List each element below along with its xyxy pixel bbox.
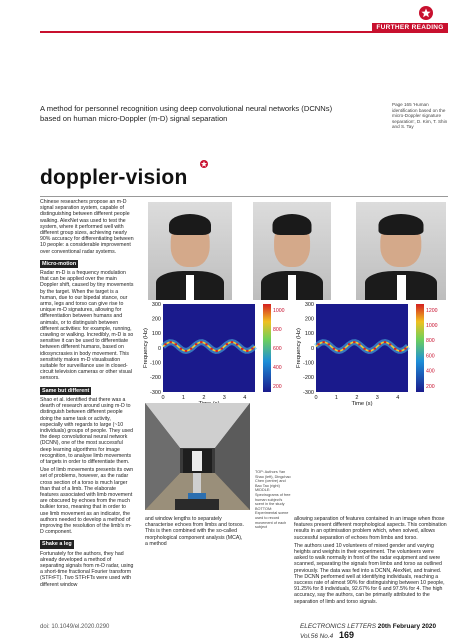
colorbar-tick-label: 1200 <box>426 307 438 314</box>
signal-peak <box>338 350 340 352</box>
colorbar-tick-label: 800 <box>426 338 435 345</box>
x-tick-label: 4 <box>396 395 400 401</box>
article-subtitle: A method for personnel recognition using deep convolutional neural networks (DCNNs) based on human micro-Doppler (m-D) signal separation <box>40 104 333 123</box>
spectrogram-right <box>296 300 448 408</box>
page-number: 169 <box>338 630 354 640</box>
signal-peak <box>169 341 171 343</box>
footer-journal <box>300 623 455 640</box>
x-tick-label: 1 <box>181 395 185 401</box>
signal-peak <box>210 348 212 350</box>
signal-peak <box>363 348 365 350</box>
signal-peak <box>215 350 217 352</box>
signal-peak <box>175 343 177 345</box>
spectrogram-left <box>143 300 291 408</box>
colorbar-tick-label: 1000 <box>426 323 438 329</box>
signal-peak <box>358 343 360 345</box>
title-rule <box>40 196 448 197</box>
body-paragraph: allowing separation of features contained in an image when those features present different morphological aspects. This combination results in an optimisation problem which, when solved, allows successful separation of echoes from limbs and torso. <box>294 516 447 541</box>
body-paragraph: The authors used 10 volunteers of mixed gender and varying heights and weights in their experiment. The volunteers were asked to walk normally in front of the radar equipment and were scanned, separating the signals from limbs and torso as outlined previously. The data was fed into a DCNN, AlexNet, and trained. The DCNN performed well at identifying individuals, reaching a success rate of almost 90% for distinguishing between 10 people, 91.25% for 8 individuals, 92.67% for 6 and 97.5% for 4. The high accuracy, say the authors, can be primarily attributed to the separation of limb and torso signals. <box>294 542 445 605</box>
x-tick-label: 4 <box>243 395 247 401</box>
y-tick-label: 100 <box>304 331 314 338</box>
signal-peak <box>251 348 253 350</box>
signal-peak <box>399 350 401 352</box>
y-tick-label: -200 <box>149 375 161 382</box>
colorbar <box>263 304 271 392</box>
signal-peak <box>241 348 243 350</box>
x-tick-label: 0 <box>314 395 318 401</box>
signal-peak <box>348 343 350 345</box>
doi-label: doi: 10.1049/el.2020.0290 <box>40 624 110 630</box>
signal-peak <box>185 350 187 352</box>
signal-peak <box>231 341 233 343</box>
y-tick-label: 0 <box>310 345 314 352</box>
journal-name: ELECTRONICS LETTERS <box>300 623 376 630</box>
signal-peak <box>164 343 166 345</box>
experiment-scene-photo <box>145 403 250 510</box>
signal-peak <box>317 343 319 345</box>
body-column-1 <box>40 199 135 590</box>
figure-caption: TOP: Authors Yan Shao (left), Dingchao Chen (centre) and Bao Tao (right) MIDDLE: Spectrograms of free human subject's scent in the study BOTTOM: Experimental scene used to record movement of each subject <box>255 470 291 530</box>
section-heading: Same but different <box>42 387 90 394</box>
colorbar-tick-label: 400 <box>273 364 282 371</box>
y-tick-label: -300 <box>302 389 314 396</box>
x-tick-label: 3 <box>222 395 226 401</box>
y-tick-label: -300 <box>149 389 161 396</box>
volume-number: Vol.56 No.4 <box>300 633 334 640</box>
y-axis-label: Frequency (Hz) <box>143 328 149 368</box>
section-heading: Shake a leg <box>42 541 72 548</box>
colorbar-tick-label: 800 <box>273 326 282 333</box>
header-rule <box>40 31 448 33</box>
colorbar-tick-label: 400 <box>426 368 435 375</box>
signal-peak <box>384 341 386 343</box>
section-heading: Micro-motion <box>42 260 77 267</box>
y-tick-label: -100 <box>302 360 314 367</box>
signal-peak <box>343 348 345 350</box>
y-tick-label: -200 <box>302 375 314 382</box>
star-badge-icon <box>419 6 433 20</box>
intro-paragraph: Chinese researchers propose an m-D signal separation system, capable of distinguishing between different people walking. AlexNet was used to test the system, where it performed well with different group sizes, achieving nearly 90% accuracy for differentiating between 10 people: a considerable improvement over conventional radar systems. <box>40 199 134 255</box>
x-tick-label: 1 <box>334 395 338 401</box>
y-tick-label: 300 <box>151 301 161 308</box>
colorbar-tick-label: 600 <box>426 353 435 360</box>
signal-peak <box>195 343 197 345</box>
signal-peak <box>322 341 324 343</box>
colorbar <box>416 304 424 392</box>
section-label: FURTHER READING <box>372 23 448 33</box>
signal-peak <box>374 348 376 350</box>
signal-peak <box>379 343 381 345</box>
y-tick-label: 0 <box>157 345 161 352</box>
body-paragraph: Fortunately for the authors, they had already developed a method of separating signals from m-D radar, using a short-time fractional Fourier transform (STFrFT). Two STFrFTs were used with different window <box>40 550 134 588</box>
body-column-2: and window lengths to separately characterise echoes from limbs and torsos. This is then combined with the so-called morphological component analysis (MCA), a method <box>145 516 244 547</box>
colorbar-tick-label: 200 <box>426 383 435 390</box>
x-tick-label: 2 <box>202 395 206 401</box>
x-tick-label: 3 <box>375 395 379 401</box>
page-title: doppler-vision <box>40 166 188 189</box>
y-tick-label: 200 <box>151 316 161 323</box>
signal-peak <box>236 343 238 345</box>
y-tick-label: 100 <box>151 331 161 338</box>
body-paragraph: Use of limb movements presents its own set of problems, however, as the radar cross section of a torso is much larger than that of a limb. The elaborate features associated with limb movement are obscured by echoes from the much bulkier torso, meaning that in order to use limb movement as an indicator, the authors needed to develop a method of improving the resolution of the limb's m-D component. <box>40 467 134 536</box>
author-photo-left <box>148 202 232 300</box>
signal-peak <box>328 343 330 345</box>
signal-peak <box>200 341 202 343</box>
y-tick-label: 300 <box>304 301 314 308</box>
signal-peak <box>394 348 396 350</box>
x-axis-label: Time (s) <box>351 401 373 407</box>
signal-peak <box>333 348 335 350</box>
x-tick-label: 2 <box>355 395 359 401</box>
x-tick-label: 0 <box>161 395 165 401</box>
signal-peak <box>368 350 370 352</box>
signal-peak <box>221 348 223 350</box>
issue-date: 20th February 2020 <box>377 623 437 630</box>
author-photo-right <box>356 202 446 300</box>
reference-sidenote: Page 165 'Human identification based on the micro-Doppler signature separation', D. Kim, T. Shin and S. Tay <box>392 102 448 130</box>
colorbar-tick-label: 200 <box>273 383 282 390</box>
y-axis-label: Frequency (Hz) <box>296 328 302 368</box>
body-paragraph: Shao et al. identified that there was a dearth of research around using m-D to distinguish between different people doing the same task or activity, especially with regards to large (~10 individuals) groups of people. They used the deep convolutional neural network (DCNN), one of the most successful deep learning algorithms for image recognition, to analyse limb movements of targets in order to differentiate them. <box>40 396 134 465</box>
colorbar-tick-label: 1000 <box>273 307 285 314</box>
signal-peak <box>180 348 182 350</box>
body-paragraph: Radar m-D is a frequency modulation that can be applied over the main Doppler shift, caused by tiny movements by the target. When the target is a human, due to our bipedal stance, our arms, legs and torso can give rise to unique m-D signatures, allowing for differentiation between humans and animals, or to distinguish between different activities: for example, running, crawling or walking. Incredibly, m-D is so sensitive it can be used to differentiate between different humans, based on idiosyncrasies in body movement. This sensitivity makes m-D visualisation suitable for surveillance use in closed-circuit television cameras or other visual sensors. <box>40 270 134 382</box>
body-column-3 <box>294 516 448 605</box>
signal-peak <box>404 348 406 350</box>
star-badge-icon <box>200 160 208 168</box>
signal-peak <box>190 348 192 350</box>
y-tick-label: -100 <box>149 360 161 367</box>
signal-peak <box>226 343 228 345</box>
author-photo-centre <box>253 202 331 300</box>
signal-peak <box>246 350 248 352</box>
colorbar-tick-label: 600 <box>273 345 282 352</box>
signal-peak <box>205 343 207 345</box>
signal-peak <box>353 341 355 343</box>
y-tick-label: 200 <box>304 316 314 323</box>
signal-peak <box>389 343 391 345</box>
